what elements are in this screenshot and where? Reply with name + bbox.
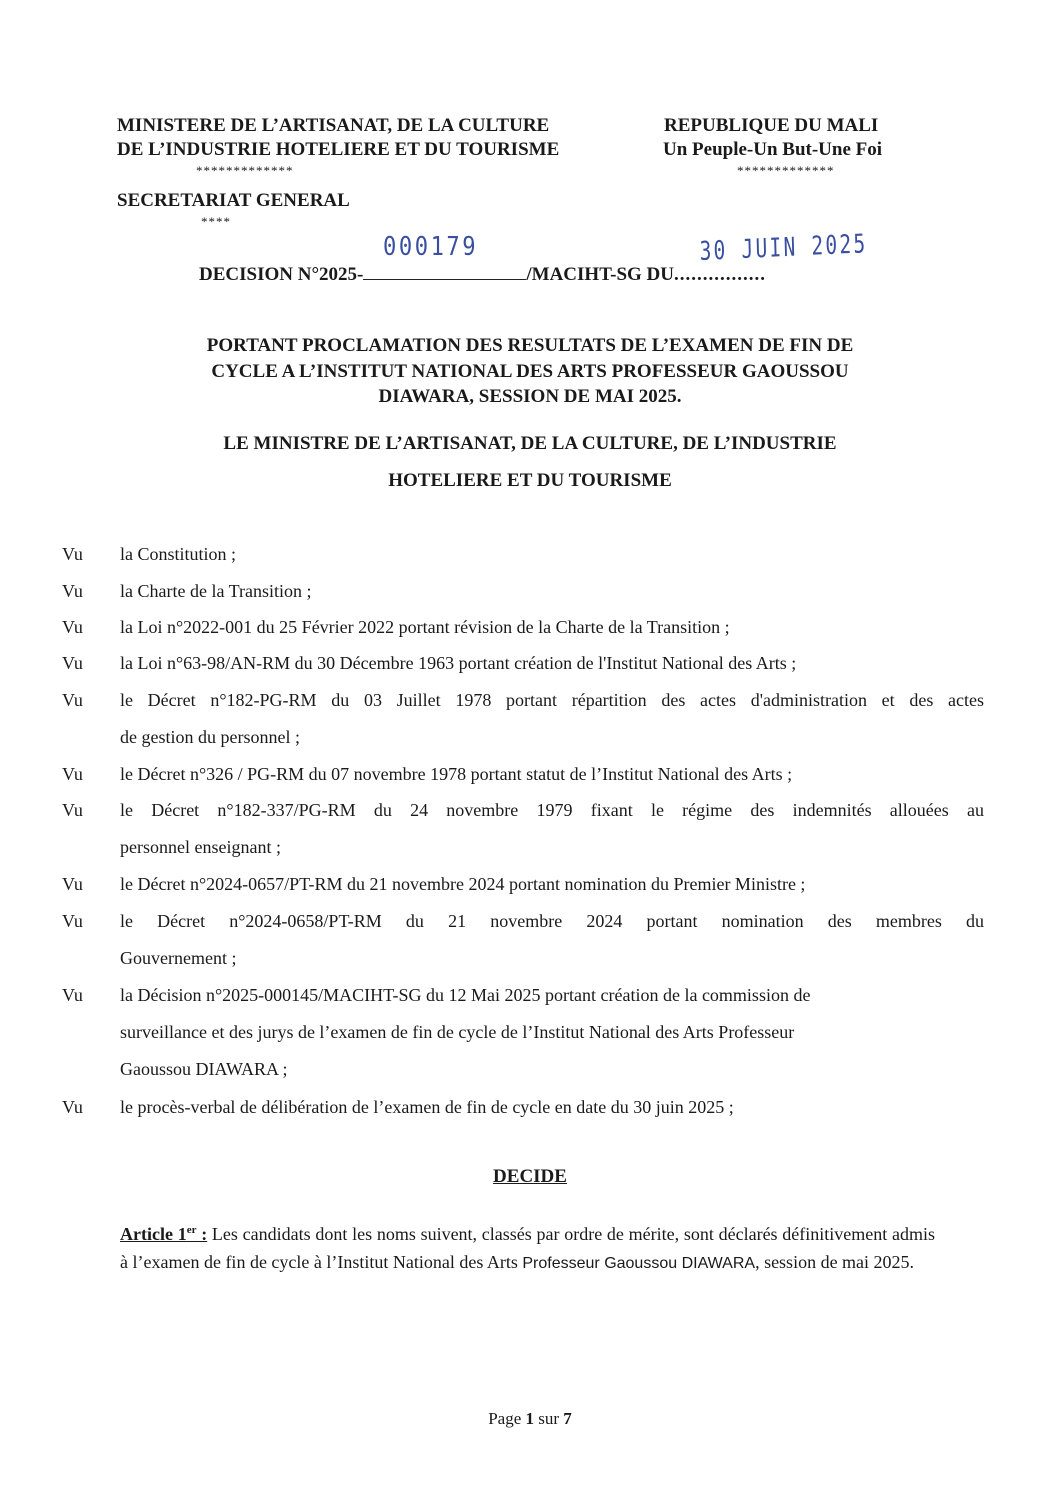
decide-heading: DECIDE: [493, 1166, 567, 1187]
visa-label: Vu: [62, 764, 83, 784]
decision-line: [199, 261, 766, 286]
visa-label: Vu: [62, 653, 83, 673]
republic-motto: Un Peuple-Un But-Une Foi: [663, 139, 883, 160]
object-line1: PORTANT PROCLAMATION DES RESULTATS DE L’EXAMEN DE FIN DE: [206, 335, 854, 356]
visa-text: personnel enseignant ;: [120, 837, 281, 857]
ministry-line1: MINISTERE DE L’ARTISANAT, DE LA CULTURE: [117, 115, 550, 136]
visa-text: Gaoussou DIAWARA ;: [120, 1059, 288, 1079]
decision-prefix: DECISION N°2025-: [199, 264, 364, 285]
article-1-text-c: , session de mai 2025.: [755, 1252, 915, 1272]
visa-text: la Charte de la Transition ;: [120, 581, 312, 601]
decision-number-stamp: 000179: [383, 232, 479, 262]
decision-middle: /MACIHT-SG DU: [526, 264, 674, 285]
visa-text: la Décision n°2025-000145/MACIHT-SG du 12 Mai 2025 portant création de la commission de: [120, 985, 811, 1005]
visa-text: le Décret n°2024-0658/PT-RM du 21 novembre 2024 portant nomination des membres du: [120, 911, 984, 931]
visa-label: Vu: [62, 581, 83, 601]
visa-text: le Décret n°182-PG-RM du 03 Juillet 1978 portant répartition des actes d'administration et des actes: [120, 690, 984, 710]
visa-text: le Décret n°182-337/PG-RM du 24 novembre 1979 fixant le régime des indemnités allouées au: [120, 800, 984, 820]
visa-label: Vu: [62, 874, 83, 894]
visa-text: le procès-verbal de délibération de l’examen de fin de cycle en date du 30 juin 2025 ;: [120, 1097, 734, 1117]
minister-line2: HOTELIERE ET DU TOURISME: [388, 470, 672, 491]
secretariat-stars: ****: [201, 214, 231, 229]
article-1: [120, 1216, 935, 1278]
republic-title: REPUBLIQUE DU MALI: [664, 115, 879, 136]
visa-text: de gestion du personnel ;: [120, 727, 300, 747]
visa-label: Vu: [62, 617, 83, 637]
ministry-line2: DE L’INDUSTRIE HOTELIERE ET DU TOURISME: [117, 139, 560, 160]
article-1-text-a: Les candidats dont les noms suivent, classés par ordre de mérite, sont déclarés définitivement admis à l’examen de fin de cycle à l’Institut National des Arts: [120, 1224, 935, 1272]
visa-label: Vu: [62, 911, 83, 931]
object-line2: CYCLE A L’INSTITUT NATIONAL DES ARTS PROFESSEUR GAOUSSOU: [211, 361, 849, 382]
decision-date-dots: ................: [674, 264, 766, 285]
article-1-label: Article 1er :: [120, 1224, 208, 1244]
visa-text: la Loi n°2022-001 du 25 Février 2022 portant révision de la Charte de la Transition ;: [120, 617, 730, 637]
article-1-text-b: Professeur Gaoussou DIAWARA: [522, 1255, 756, 1272]
visa-text: le Décret n°326 / PG-RM du 07 novembre 1978 portant statut de l’Institut National des Arts ;: [120, 764, 793, 784]
page-number: Page 1 sur 7: [488, 1409, 572, 1428]
object-line3: DIAWARA, SESSION DE MAI 2025.: [378, 386, 682, 407]
secretariat-general: SECRETARIAT GENERAL: [117, 190, 350, 211]
decision-date-stamp: 30 JUIN 2025: [699, 229, 868, 267]
visa-text: la Loi n°63-98/AN-RM du 30 Décembre 1963 portant création de l'Institut National des Arts ;: [120, 653, 797, 673]
minister-line1: LE MINISTRE DE L’ARTISANAT, DE LA CULTURE, DE L’INDUSTRIE: [223, 433, 837, 454]
visa-label: Vu: [62, 690, 83, 710]
visa-text: le Décret n°2024-0657/PT-RM du 21 novembre 2024 portant nomination du Premier Ministre ;: [120, 874, 806, 894]
visa-label: Vu: [62, 544, 83, 564]
visa-text: Gouvernement ;: [120, 948, 237, 968]
ministry-stars: *************: [196, 163, 294, 178]
visa-label: Vu: [62, 1097, 83, 1117]
visa-text: la Constitution ;: [120, 544, 237, 564]
visa-label: Vu: [62, 800, 83, 820]
decision-number-blank: [363, 261, 526, 280]
visa-label: Vu: [62, 985, 83, 1005]
visa-text: surveillance et des jurys de l’examen de fin de cycle de l’Institut National des Arts Professeur: [120, 1022, 795, 1042]
republic-stars: *************: [737, 163, 835, 178]
